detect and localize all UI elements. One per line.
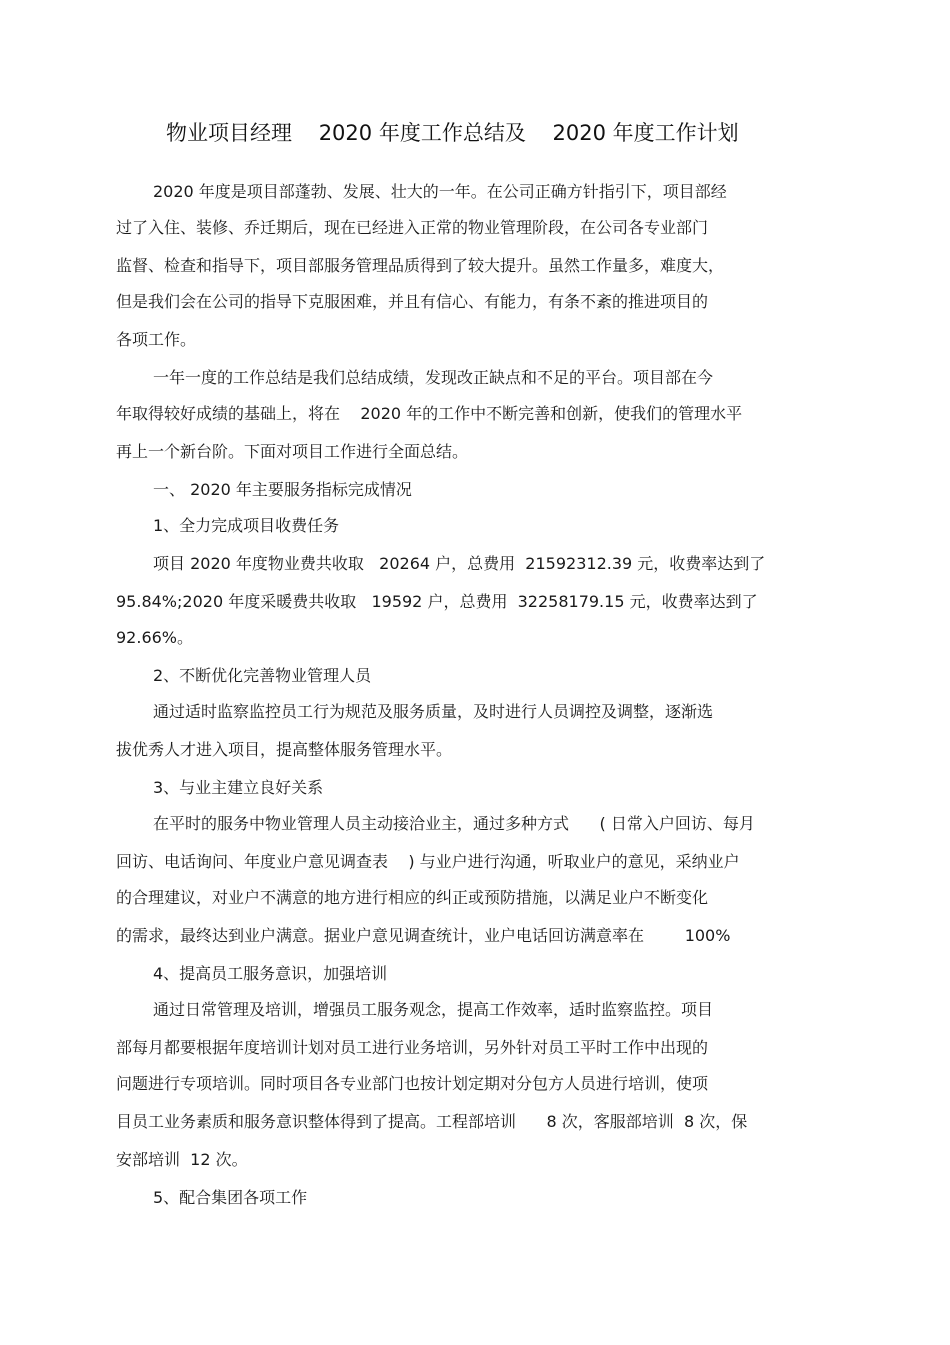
paragraph-line: 95.84%;2020 年度采暖费共收取 19592 户，总费用 32258179.15 元，收费率达到了 [116,592,758,611]
paragraph-line: 再上一个新台阶。下面对项目工作进行全面总结。 [116,442,469,461]
subsection-heading: 1、全力完成项目收费任务 [153,516,340,535]
paragraph-line: 拔优秀人才进入项目，提高整体服务管理水平。 [116,740,453,759]
paragraph-line: 2020 年度是项目部蓬勃、发展、壮大的一年。在公司正确方针指引下，项目部经 [153,182,727,201]
paragraph-line: 一年一度的工作总结是我们总结成绩，发现改正缺点和不足的平台。项目部在今 [153,368,714,387]
paragraph-line: 各项工作。 [116,330,197,349]
subsection-heading: 4、提高员工服务意识，加强培训 [153,964,388,983]
paragraph-line: 的需求，最终达到业户满意。据业户意见调查统计，业户电话回访满意率在 100% [116,926,731,945]
paragraph-line: 的合理建议，对业户不满意的地方进行相应的纠正或预防措施，以满足业户不断变化 [116,888,709,907]
paragraph-line: 过了入住、装修、乔迁期后，现在已经进入正常的物业管理阶段，在公司各专业部门 [116,218,709,237]
paragraph-line: 监督、检查和指导下，项目部服务管理品质得到了较大提升。虽然工作量多，难度大， [116,256,725,275]
paragraph-line: 问题进行专项培训。同时项目各专业部门也按计划定期对分包方人员进行培训，使项 [116,1074,709,1093]
paragraph-line: 安部培训 12 次。 [116,1150,248,1169]
paragraph-line: 在平时的服务中物业管理人员主动接洽业主，通过多种方式 ( 日常入户回访、每月 [153,814,755,833]
subsection-heading: 2、不断优化完善物业管理人员 [153,666,372,685]
subsection-heading: 5、配合集团各项工作 [153,1188,308,1207]
paragraph-line: 但是我们会在公司的指导下克服困难，并且有信心、有能力，有条不紊的推进项目的 [116,292,709,311]
paragraph-line: 回访、电话询问、年度业户意见调查表 ) 与业户进行沟通，听取业户的意见，采纳业户 [116,852,740,871]
paragraph-line: 部每月都要根据年度培训计划对员工进行业务培训，另外针对员工平时工作中出现的 [116,1038,709,1057]
paragraph-line: 通过日常管理及培训，增强员工服务观念，提高工作效率，适时监察监控。项目 [153,1000,714,1019]
paragraph-line: 目员工业务素质和服务意识整体得到了提高。工程部培训 8 次，客服部培训 8 次，保 [116,1112,748,1131]
paragraph-line: 92.66%。 [116,628,194,647]
paragraph-line: 年取得较好成绩的基础上，将在 2020 年的工作中不断完善和创新，使我们的管理水平 [116,404,743,423]
subsection-heading: 3、与业主建立良好关系 [153,778,324,797]
paragraph-line: 通过适时监察监控员工行为规范及服务质量，及时进行人员调控及调整，逐渐选 [153,702,714,721]
document-title: 物业项目经理 2020 年度工作总结及 2020 年度工作计划 [166,121,739,145]
section-heading: 一、 2020 年主要服务指标完成情况 [153,480,412,499]
paragraph-line: 项目 2020 年度物业费共收取 20264 户，总费用 21592312.39 元，收费率达到了 [153,554,766,573]
